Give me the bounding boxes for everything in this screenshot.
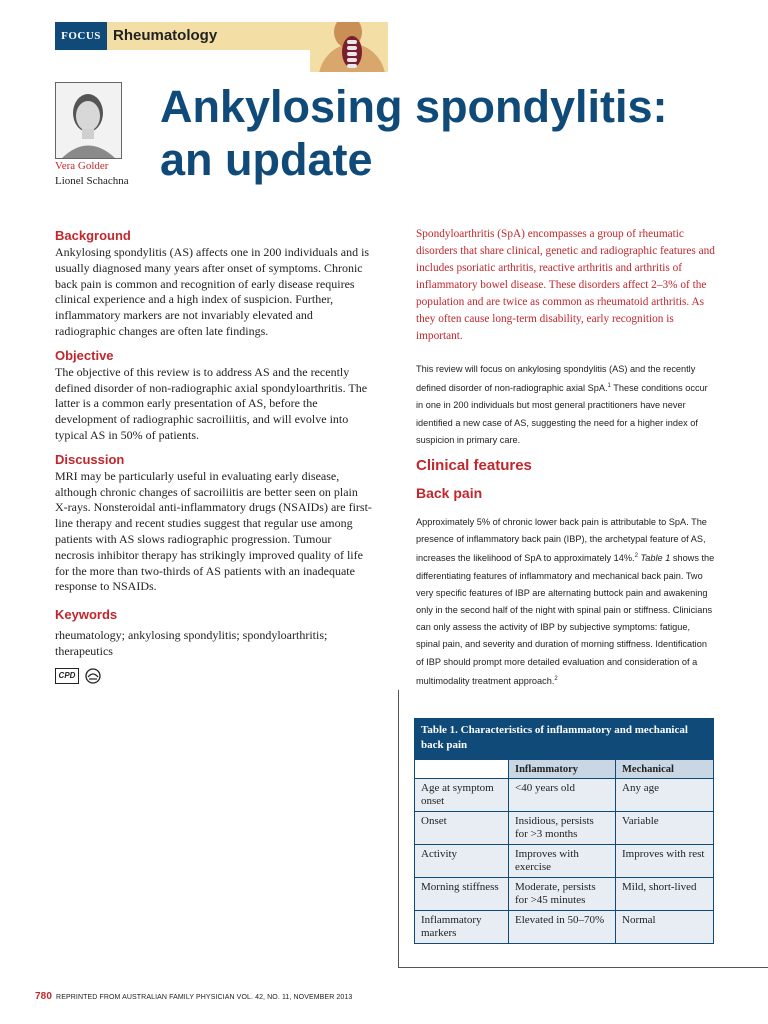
table-cell: Onset [415, 812, 509, 845]
background-heading: Background [55, 228, 131, 243]
author-name-2: Lionel Schachna [55, 175, 129, 187]
table-cell: Morning stiffness [415, 878, 509, 911]
table-row [415, 911, 714, 944]
table-header-cell: Inflammatory [509, 760, 616, 779]
background-text: Ankylosing spondylitis (AS) affects one in 200 individuals and is usually diagnosed many years after onset of symptoms. Chronic back pain is common and recognition of early disease requires clinical experience and a high index of suspicion. Further, inflammatory markers are not invariably elevated and radiographic changes are often late findings. [55, 245, 370, 338]
intro-text-a: This review will focus on ankylosing spondylitis (AS) and the recently defined disorder of non-radiographic axial SpA. [416, 364, 696, 394]
table-cell: Moderate, persists for >45 minutes [509, 878, 616, 911]
intro-lead: Spondyloarthritis (SpA) encompasses a group of rheumatic disorders that share clinical, genetic and radiographic features and includes psoriatic arthritis, reactive arthritis and arthritis of inflammatory bowel disease. These disorders affect 2–3% of the population and are twice as common as rheumatoid arthritis. As they often cause long-term disability, early recognition is important. [416, 228, 715, 342]
author-photo [55, 82, 122, 159]
focus-tag: FOCUS [55, 22, 107, 50]
table-cell: Variable [616, 812, 714, 845]
table-1 [414, 718, 714, 944]
objective-heading: Objective [55, 347, 114, 363]
page-number: 780 [35, 991, 52, 1002]
table-header-cell: Mechanical [616, 760, 714, 779]
discussion-text: MRI may be particularly useful in evaluating early disease, although chronic changes of sacroiliitis are better seen on plain X-rays. Nonsteroidal anti-inflammatory drugs (NSAIDs) are first-line therapy and recent studies suggest that regular use among patients with AS slows radiographic progression. Tumour necrosis inhibitor therapy has strikingly improved quality of life for the more than two-thirds of AS patients with an inadequate response to NSAIDs. [55, 468, 372, 594]
clinical-features-heading: Clinical features [416, 457, 532, 474]
racgp-logo-icon [85, 668, 101, 684]
table-row [415, 878, 714, 911]
back-pain-paragraph [416, 514, 716, 690]
table-cell: Any age [616, 779, 714, 812]
back-pain-text-b: shows the differentiating features of inflammatory and mechanical back pain. Two very specific features of IBP are alternating buttock pain and awakening only in the second half of the night with spinal pain or stiffness. Clinicians can only assess the activity of IBP by subjective symptoms: fatigue, spinal pain, and severity and duration of morning stiffness. Identification of IBP should prompt more detailed evaluation and consideration of a multimodality treatment approach. [416, 553, 715, 686]
header-spine-image [310, 22, 388, 72]
table-cell: Age at symptom onset [415, 779, 509, 812]
table-row [415, 845, 714, 878]
back-pain-text-a: Approximately 5% of chronic lower back pain is attributable to SpA. The presence of inflammatory back pain (IBP), the archetypal feature of AS, increases the likelihood of SpA to approximately 14%. [416, 517, 707, 564]
table-cell: Improves with exercise [509, 845, 616, 878]
cpd-badge-icon: CPD [55, 668, 79, 684]
intro-paragraph [416, 361, 716, 449]
table-cell: Improves with rest [616, 845, 714, 878]
table-cell: Mild, short-lived [616, 878, 714, 911]
section-title: Rheumatology [113, 27, 218, 44]
table-row [415, 779, 714, 812]
table-header-cell [415, 760, 509, 779]
page-footer [35, 991, 352, 1002]
citation-2b: 2 [554, 675, 558, 682]
table-cell: Inflammatory markers [415, 911, 509, 944]
objective-text: The objective of this review is to address AS and the recently defined disorder of non-radiographic axial spondyloarthritis. The latter is a common early presentation of AS, before the development of radiographic sacroiliitis, and will evolve into typical AS in 50% of patients. [55, 364, 368, 442]
citation-1: 1 [607, 383, 611, 390]
citation-2a: 2 [634, 553, 638, 560]
footer-citation: REPRINTED FROM AUSTRALIAN FAMILY PHYSICIAN VOL. 42, NO. 11, NOVEMBER 2013 [56, 994, 353, 1001]
table-caption: Table 1. Characteristics of inflammatory and mechanical back pain [414, 718, 714, 759]
table-1-grid [414, 759, 714, 944]
title-line-1: Ankylosing spondylitis: [160, 81, 668, 132]
section-banner [55, 22, 333, 50]
table-cell: Activity [415, 845, 509, 878]
table-reference: Table 1 [640, 553, 671, 564]
table-cell: <40 years old [509, 779, 616, 812]
keywords-text: rheumatology; ankylosing spondylitis; spondyloarthritis; therapeutics [55, 628, 328, 658]
back-pain-heading: Back pain [416, 485, 483, 501]
column-rule-horizontal [398, 967, 768, 968]
table-cell: Insidious, persists for >3 months [509, 812, 616, 845]
abstract [55, 228, 373, 684]
table-row [415, 812, 714, 845]
article-title [160, 80, 760, 186]
keywords-heading: Keywords [55, 607, 118, 623]
table-header-row [415, 760, 714, 779]
table-cell: Elevated in 50–70% [509, 911, 616, 944]
column-rule-vertical [398, 690, 399, 968]
discussion-heading: Discussion [55, 451, 125, 467]
title-line-2: an update [160, 134, 373, 185]
badges [55, 668, 373, 684]
table-cell: Normal [616, 911, 714, 944]
author-name-1: Vera Golder [55, 160, 109, 172]
intro-text-b: These conditions occur in one in 200 individuals but most general practitioners have never identified a new case of AS, suggesting the need for a higher index of suspicion in primary care. [416, 383, 708, 445]
